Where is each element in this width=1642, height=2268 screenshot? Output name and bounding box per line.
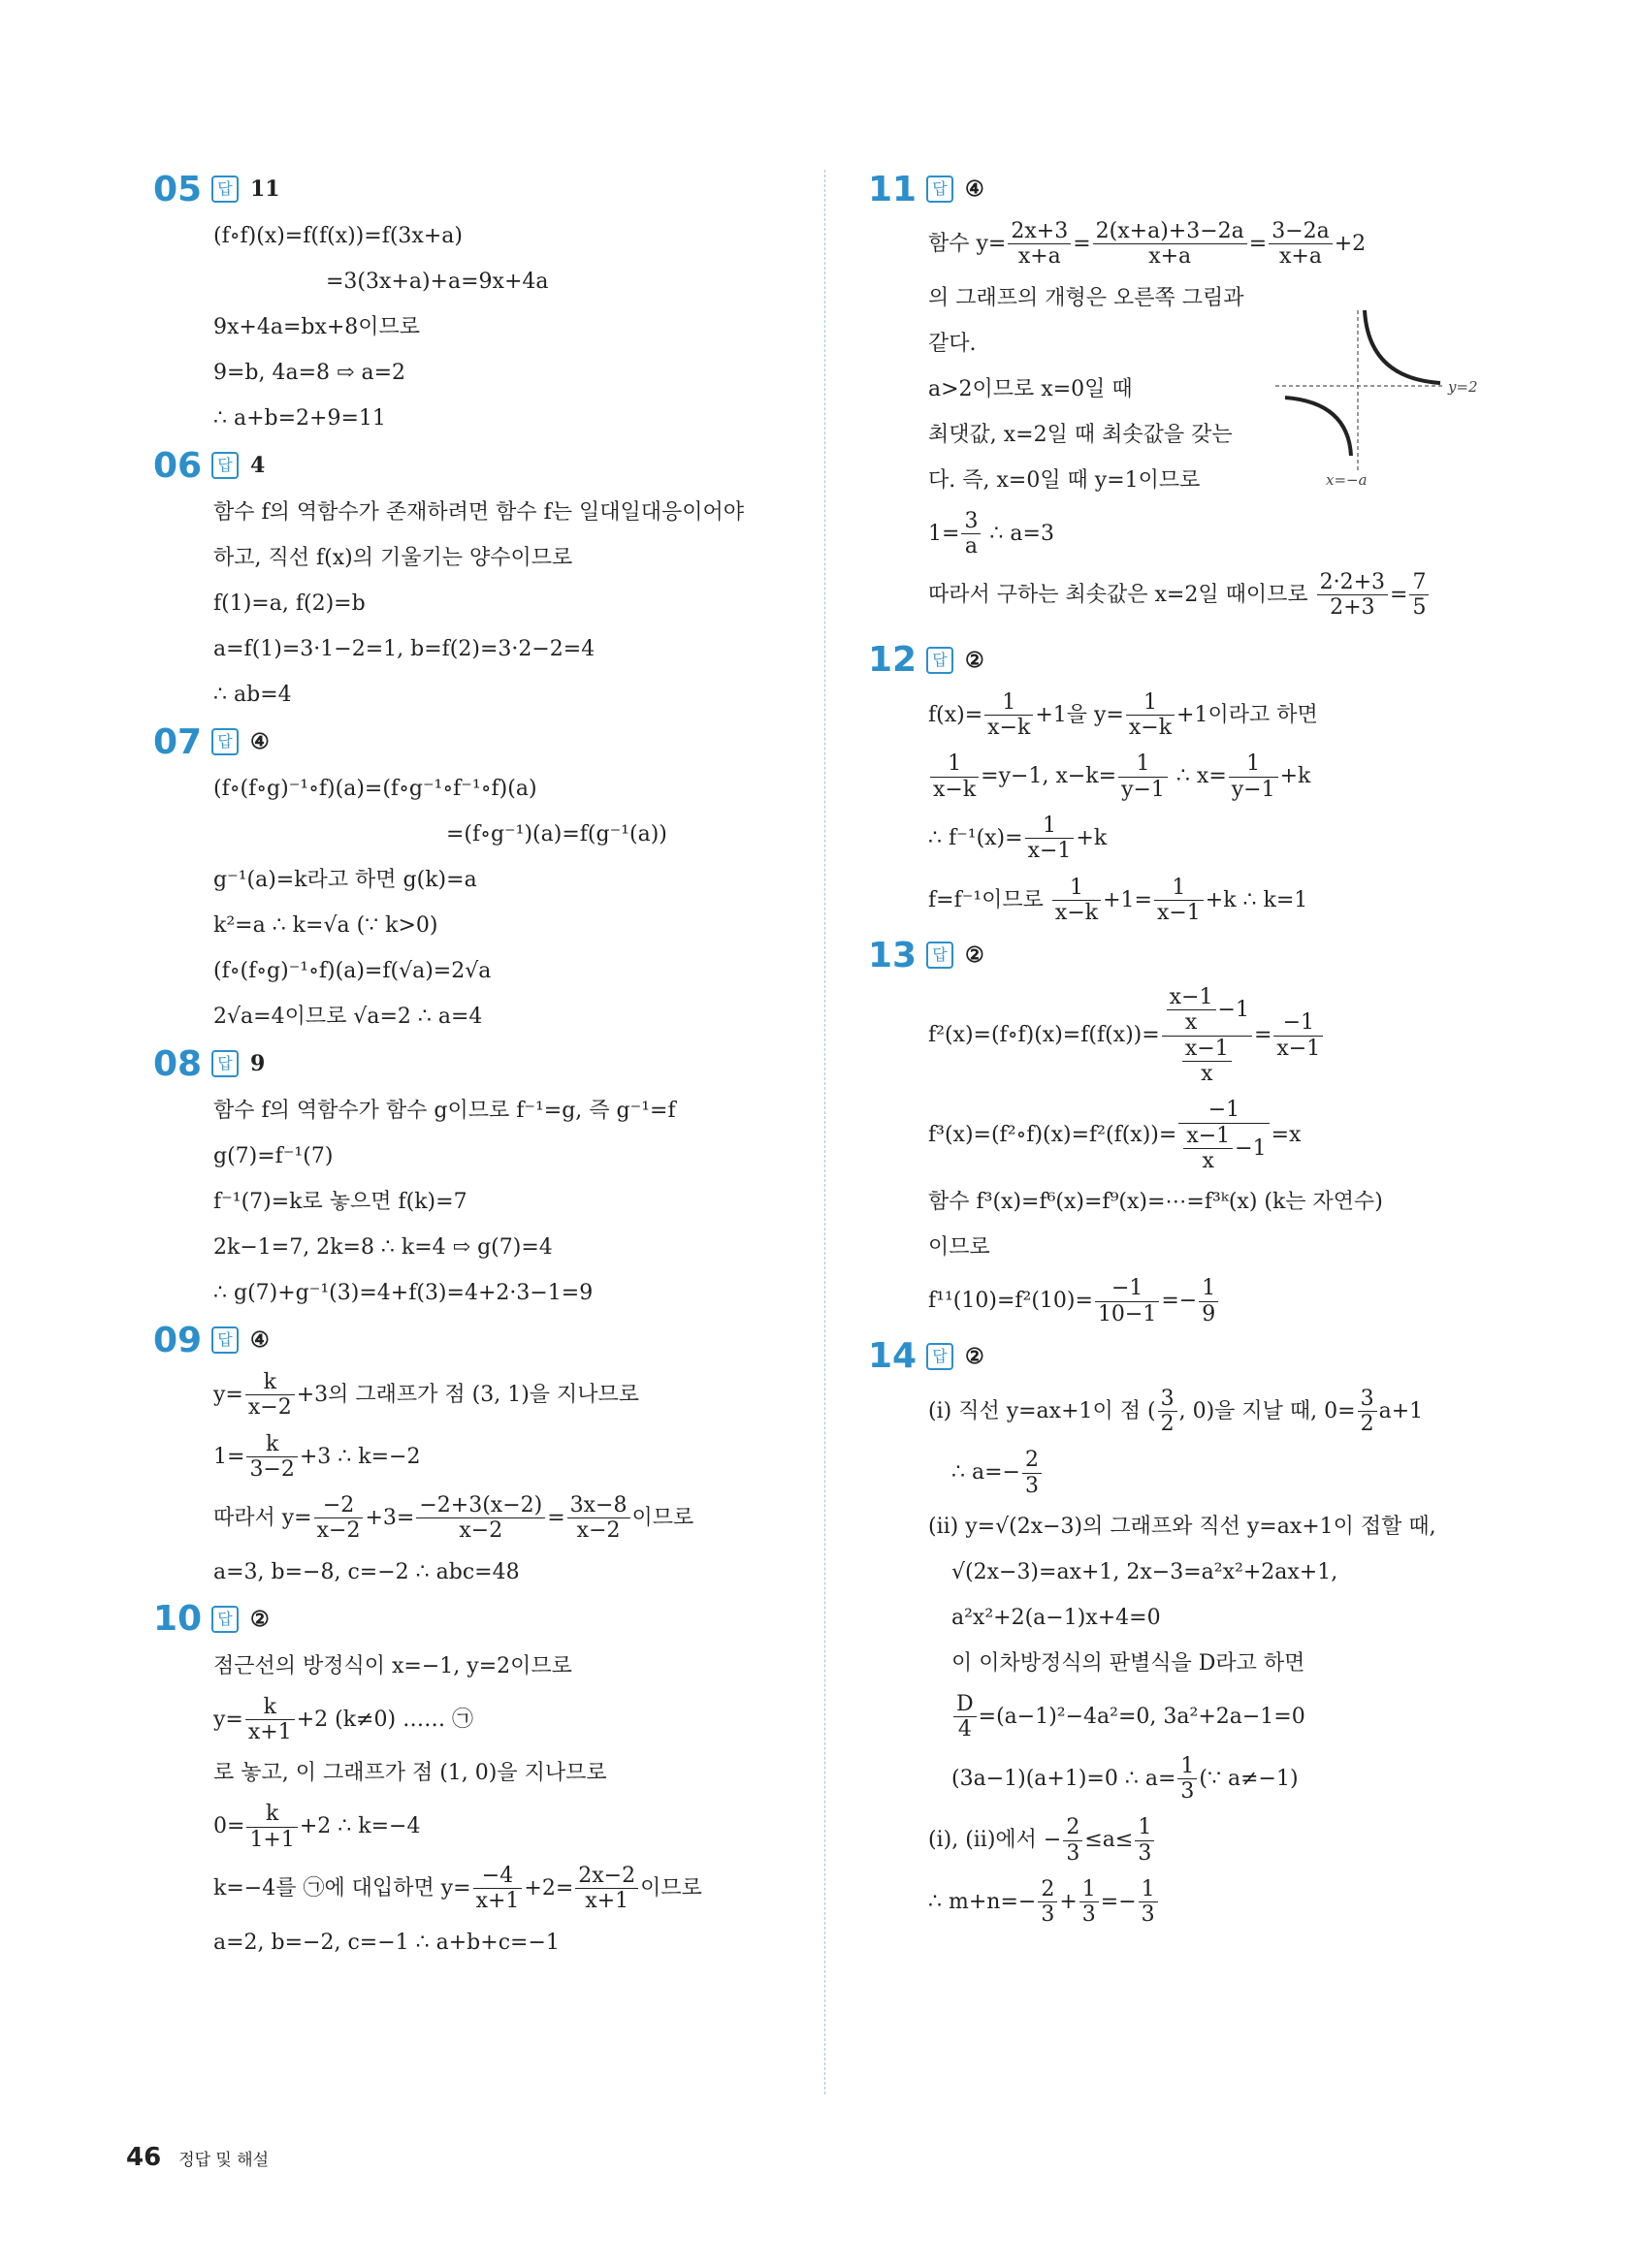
complex-fraction: $\frac{x-1}{x}$ −1 $\frac{x-1}{x}$ [1162,985,1252,1086]
fraction: $\frac{3}{2}$ [1358,1387,1377,1437]
solution-line: (3a−1)(a+1)=0 ∴ a= $\frac{1}{3}$ (∵ a≠−1) [951,1753,1299,1804]
answer-badge: 답 [211,452,239,479]
fraction: $\frac{k}{3-2}$ [246,1432,297,1483]
answer-badge: 답 [926,176,953,203]
fraction: $\frac{-2+3(x-2)}{x-2}$ [416,1493,545,1544]
answer-value: 9 [250,1051,266,1076]
solution-line: $\frac{D}{4}$ =(a−1)²−4a²=0, 3a²+2a−1=0 [928,1686,1508,1748]
fraction: $\frac{-2}{x-2}$ [314,1493,364,1544]
solution-line: √(2x−3)=ax+1, 2x−3=a²x²+2ax+1, [951,1560,1338,1585]
fraction: $\frac{2}{3}$ [1022,1448,1042,1498]
solution-line: (f∘(f∘g)⁻¹∘f)(a)=f(√a)=2√a [213,959,492,983]
fraction: $\frac{k}{1+1}$ [246,1802,297,1852]
solution-line: ∴ ab=4 [213,683,292,707]
solution-line: g⁻¹(a)=k라고 하면 g(k)=a [213,868,477,892]
fraction: $\frac{3-2a}{x+a}$ [1269,219,1333,270]
fraction: $\frac{1}{x-1}$ [1154,876,1204,926]
problem-number: 06 [153,445,203,486]
solution-line: k=−4를 ㉠에 대입하면 y= $\frac{-4}{x+1}$ +2= $\frac{2x-2}{x+1}$ 이므로 [213,1863,702,1914]
solution-line: =(f∘g⁻¹)(a)=f(g⁻¹(a)) [446,822,667,847]
fraction: $\frac{1}{3}$ [1177,1754,1197,1805]
solution-line: 하고, 직선 f(x)의 기울기는 양수이므로 [213,546,573,570]
solution-line: 의 그래프의 개형은 오른쪽 그림과 [928,285,1244,310]
solution-line: 이 이차방정식의 판별식을 D라고 하면 [951,1651,1305,1677]
solution-line: f¹¹(10)=f²(10)= $\frac{-1}{10-1}$ =− $\frac{1}{9}$ [928,1270,1508,1332]
problem-number: 12 [868,640,918,681]
solution-line: (ii) y=√(2x−3)의 그래프와 직선 y=ax+1이 접할 때, [928,1515,1436,1540]
answer-value: ② [965,942,984,969]
asymptote-label-y: y=2 [1448,378,1478,396]
fraction: $\frac{-1}{10-1}$ [1095,1276,1159,1326]
footer-label: 정답 및 해설 [178,2151,270,2170]
solution-line: y= $\frac{k}{x-2}$ +3의 그래프가 점 (3, 1)을 지나므로 [213,1370,640,1421]
solution-line: 따라서 y= $\frac{-2}{x-2}$ +3= $\frac{-2+3(x-2)}{x-2}$ = $\frac{3x-8}{x-2}$ 이므로 [213,1493,694,1544]
solution-line: 함수 f의 역함수가 존재하려면 함수 f는 일대일대응이어야 [213,500,745,525]
solution-line: f⁻¹(7)=k로 놓으면 f(k)=7 [213,1190,467,1214]
solution-line: 이므로 [928,1235,990,1261]
fraction: $\frac{2}{3}$ [1038,1877,1057,1928]
solution-line: (f∘(f∘g)⁻¹∘f)(a)=(f∘g⁻¹∘f⁻¹∘f)(a) [213,777,537,801]
fraction: $\frac{1}{3}$ [1079,1877,1099,1928]
solution-line: 2√a=4이므로 √a=2 ∴ a=4 [213,1005,483,1029]
fraction: $\frac{2}{3}$ [1063,1815,1082,1866]
answer-badge: 답 [926,647,953,674]
solution-line: 따라서 구하는 최솟값은 x=2일 때이므로 $\frac{2\cdot 2+3}{2+3}$ = $\frac{7}{5}$ [928,564,1508,626]
solution-line: 함수 f³(x)=f⁶(x)=f⁹(x)=⋯=f³ᵏ(x) (k는 자연수) [928,1190,1383,1215]
solution-line: 같다. [928,331,977,356]
answer-value: ② [250,1606,270,1632]
problem-14 [868,1332,1508,1933]
problem-10 [153,1595,784,1965]
answer-value: ④ [250,1327,270,1353]
solution-line: 최댓값, x=2일 때 최솟값을 갖는 [928,422,1233,447]
problem-09 [153,1316,784,1595]
problem-number: 14 [868,1336,918,1377]
fraction: $\frac{1}{9}$ [1199,1276,1218,1326]
problem-number: 08 [153,1043,203,1084]
problem-number: 10 [153,1599,203,1640]
complex-fraction: −1 $\frac{x-1}{x}$ −1 [1178,1098,1269,1173]
solution-line: (i) 직선 y=ax+1이 점 ( $\frac{3}{2}$ , 0)을 지날 때, 0= $\frac{3}{2}$ a+1 [928,1386,1424,1437]
fraction: $\frac{D}{4}$ [953,1692,977,1742]
fraction: $\frac{1}{3}$ [1135,1815,1154,1866]
problem-06 [153,441,784,718]
problem-number: 05 [153,169,203,209]
solution-line: $\frac{1}{x-k}$ =y−1, x−k= $\frac{1}{y-1}$ ∴ x= $\frac{1}{y-1}$ +k [928,746,1508,808]
answer-badge: 답 [211,176,239,203]
hyperbola-right-branch [1365,310,1440,383]
solution-line: f³(x)=(f²∘f)(x)=f²(f(x))= −1 $\frac{x-1}{x}$ −1 =x [928,1098,1302,1173]
solution-line: k²=a ∴ k=√a (∵ k>0) [213,913,438,938]
solution-line: a>2이므로 x=0일 때 [928,376,1133,401]
solution-line: f(1)=a, f(2)=b [213,591,366,616]
right-column [868,165,1508,1933]
solution-line: 로 놓고, 이 그래프가 점 (1, 0)을 지나므로 [213,1761,607,1786]
solution-line: a²x²+2(a−1)x+4=0 [951,1606,1161,1631]
answer-badge: 답 [211,728,239,755]
solution-line: f=f⁻¹이므로 $\frac{1}{x-k}$ +1= $\frac{1}{x-1}$ +k ∴ k=1 [928,875,1308,925]
solution-line: (f∘f)(x)=f(f(x))=f(3x+a) [213,224,463,248]
fraction: $\frac{3x-8}{x-2}$ [567,1493,630,1544]
problem-07 [153,718,784,1039]
fraction: $\frac{3}{a}$ [961,509,981,559]
problem-05 [153,165,784,441]
solution-line: 1= $\frac{3}{a}$ ∴ a=3 [928,508,1054,559]
solution-line: ∴ m+n=− $\frac{2}{3}$ + $\frac{1}{3}$ =− $\frac{1}{3}$ [928,1871,1508,1933]
answer-badge: 답 [211,1050,239,1077]
answer-badge: 답 [926,1343,953,1370]
fraction: $\frac{3}{2}$ [1158,1387,1177,1437]
solution-line: ∴ g(7)+g⁻¹(3)=4+f(3)=4+2·3−1=9 [213,1281,594,1305]
solution-line: f²(x)=(f∘f)(x)=f(f(x))= $\frac{x-1}{x}$ −1 $\frac{x-1}{x}$ = $\frac{-1}{x-1}$ [928,979,1508,1092]
problem-08 [153,1039,784,1316]
fraction: $\frac{1}{x-1}$ [1025,814,1075,864]
solution-line: ∴ a+b=2+9=11 [213,406,386,431]
fraction: $\frac{1}{x-k}$ [1126,690,1175,741]
solution-line: a=2, b=−2, c=−1 ∴ a+b+c=−1 [213,1930,560,1955]
fraction: $\frac{1}{y-1}$ [1229,751,1278,802]
problem-number: 11 [868,169,918,209]
fraction: $\frac{-1}{x-1}$ [1273,1010,1323,1061]
answer-value: ④ [250,729,270,754]
fraction: $\frac{k}{x-2}$ [245,1370,295,1421]
fraction: $\frac{1}{x-k}$ [930,751,979,802]
answer-badge: 답 [211,1606,239,1633]
solution-line: 점근선의 방정식이 x=−1, y=2이므로 [213,1653,572,1678]
answer-badge: 답 [211,1326,239,1354]
solution-line: a=f(1)=3·1−2=1, b=f(2)=3·2−2=4 [213,637,596,661]
problem-number: 13 [868,935,918,975]
solution-line: a=3, b=−8, c=−2 ∴ abc=48 [213,1559,520,1584]
solution-line: 1= $\frac{k}{3-2}$ +3 ∴ k=−2 [213,1431,421,1482]
solution-line: f(x)= $\frac{1}{x-k}$ +1을 y= $\frac{1}{x-k}$ +1이라고 하면 [928,689,1318,741]
solution-line: 함수 f의 역함수가 함수 g이므로 f⁻¹=g, 즉 g⁻¹=f [213,1099,676,1123]
answer-value: 4 [250,453,266,478]
answer-badge: 답 [926,942,953,969]
solution-line: (i), (ii)에서 − $\frac{2}{3}$ ≤a≤ $\frac{1}{3}$ [928,1809,1508,1871]
hyperbola-left-branch [1285,398,1351,456]
fraction: $\frac{2\cdot 2+3}{2+3}$ [1317,570,1388,621]
solution-line: ∴ a=− $\frac{2}{3}$ [928,1442,1508,1504]
solution-line: 함수 y= $\frac{2x+3}{x+a}$ = $\frac{2(x+a)+3-2a}{x+a}$ = $\frac{3-2a}{x+a}$ +2 [928,219,1367,270]
answer-value: ④ [965,176,984,202]
solution-line: =3(3x+a)+a=9x+4a [326,270,549,294]
solution-line: g(7)=f⁻¹(7) [213,1144,334,1168]
fraction: $\frac{2x+3}{x+a}$ [1008,219,1071,270]
solution-line: 0= $\frac{k}{1+1}$ +2 ∴ k=−4 [213,1802,421,1852]
problem-12 [868,636,1508,931]
solution-line: 9=b, 4a=8 ⇨ a=2 [213,361,406,385]
fraction: $\frac{1}{y-1}$ [1118,751,1168,802]
fraction: $\frac{1}{x-k}$ [984,690,1033,741]
fraction: $\frac{2(x+a)+3-2a}{x+a}$ [1093,219,1247,270]
asymptote-label-x: x=−a [1326,471,1368,489]
fraction: $\frac{2x-2}{x+1}$ [575,1864,638,1914]
hyperbola-graph [1275,301,1508,495]
page-footer [126,2143,269,2172]
column-divider [824,170,825,2094]
page-number: 46 [126,2143,162,2172]
answer-value: 11 [250,176,280,202]
problem-number: 07 [153,721,203,762]
fraction: $\frac{-4}{x+1}$ [473,1864,523,1914]
fraction: $\frac{k}{x+1}$ [245,1695,295,1745]
problem-11 [868,165,1508,626]
solution-line: y= $\frac{k}{x+1}$ +2 (k≠0) …… ㉠ [213,1694,474,1745]
answer-value: ② [965,647,984,673]
fraction: $\frac{1}{x-k}$ [1052,876,1101,926]
left-column [153,165,784,1965]
problem-13 [868,931,1508,1332]
fraction: $\frac{1}{3}$ [1139,1877,1158,1928]
solution-line: 다. 즉, x=0일 때 y=1이므로 [928,467,1201,493]
fraction: $\frac{7}{5}$ [1409,570,1429,621]
answer-value: ② [965,1343,984,1369]
problem-number: 09 [153,1320,203,1360]
solution-line: 2k−1=7, 2k=8 ∴ k=4 ⇨ g(7)=4 [213,1235,553,1260]
solution-line: ∴ f⁻¹(x)= $\frac{1}{x-1}$ +k [928,813,1108,864]
solution-line: 9x+4a=bx+8이므로 [213,315,421,339]
